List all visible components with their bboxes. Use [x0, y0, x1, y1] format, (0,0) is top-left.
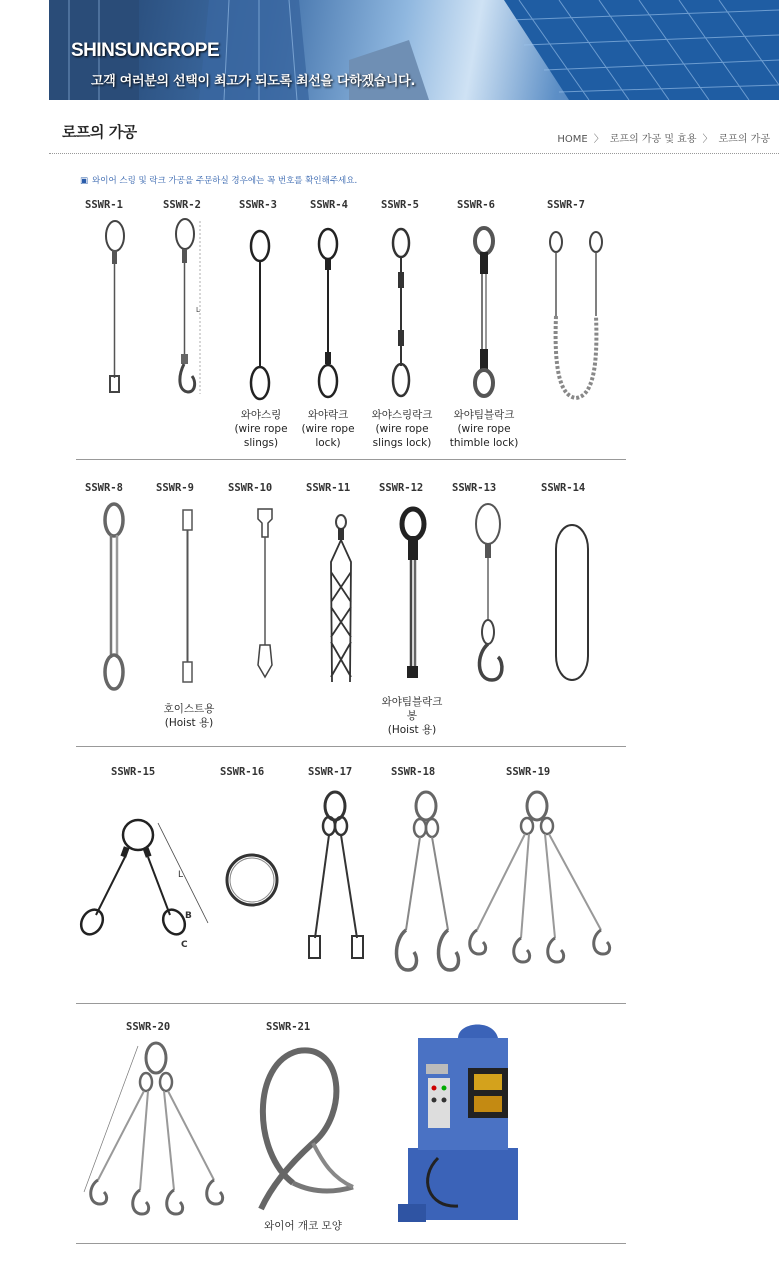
row-divider	[76, 746, 626, 747]
sswr-4-image	[309, 226, 349, 401]
sswr-8-image	[94, 500, 134, 695]
caption-line: 와야스링	[240, 409, 282, 421]
code-sswr-18: SSWR-18	[391, 766, 436, 778]
code-sswr-20: SSWR-20	[126, 1021, 171, 1033]
header-banner	[49, 0, 779, 100]
caption-line: 와야락크	[307, 409, 349, 421]
code-sswr-10: SSWR-10	[228, 482, 273, 494]
caption-line: thimble lock)	[449, 437, 519, 449]
caption-sswr-4	[296, 408, 360, 450]
order-notice	[80, 174, 357, 186]
breadcrumb-sep: 〉	[702, 134, 713, 145]
sswr-7-image	[539, 226, 614, 406]
sswr-18-image	[388, 790, 468, 975]
banner-slogan: 고객 여러분의 선택이 최고가 되도록 최선을 다하겠습니다.	[91, 74, 416, 89]
sswr-19-image	[463, 790, 623, 970]
row-divider	[76, 459, 626, 460]
caption-line: (Hoist 용)	[387, 724, 437, 736]
code-sswr-14: SSWR-14	[541, 482, 586, 494]
code-sswr-13: SSWR-13	[452, 482, 497, 494]
breadcrumb	[554, 130, 773, 145]
sswr-15-image	[78, 815, 218, 955]
code-sswr-3: SSWR-3	[239, 199, 277, 211]
sswr-20-image	[78, 1040, 238, 1220]
caption-sswr-3	[229, 408, 293, 450]
caption-sswr-12	[372, 695, 452, 737]
caption-line: slings lock)	[372, 437, 432, 449]
caption-sswr-9	[151, 702, 227, 730]
sswr-1-image	[95, 218, 135, 398]
caption-sswr-6	[444, 408, 524, 450]
sswr-11-image	[326, 512, 356, 692]
code-sswr-7: SSWR-7	[547, 199, 585, 211]
row-divider	[76, 1003, 626, 1004]
caption-line: (wire rope	[375, 423, 429, 435]
code-sswr-4: SSWR-4	[310, 199, 348, 211]
breadcrumb-current: 로프의 가공	[718, 134, 770, 145]
order-notice-text: 와이어 스링 및 락크 가공을 주문하실 경우에는 꼭 번호를 확인해주세요.	[92, 176, 358, 186]
bullet-icon: ▣	[80, 176, 89, 186]
brand-name: SHINSUNGROPE	[71, 40, 220, 61]
c-label: C	[181, 940, 188, 950]
b-label: B	[185, 911, 192, 921]
caption-line: (wire rope	[301, 423, 355, 435]
caption-line: 와야팀블락크	[453, 409, 515, 421]
breadcrumb-sep: 〉	[593, 134, 604, 145]
sswr-12-image	[393, 506, 433, 686]
title-divider	[49, 153, 779, 154]
code-sswr-8: SSWR-8	[85, 482, 123, 494]
sswr-17-image	[303, 790, 373, 965]
caption-sswr-5	[362, 408, 442, 450]
sswr-16-image	[224, 852, 284, 912]
crimping-machine-image	[398, 1018, 528, 1228]
caption-line: (Hoist 용)	[164, 717, 214, 729]
caption-line: slings)	[243, 437, 279, 449]
code-sswr-2: SSWR-2	[163, 199, 201, 211]
sswr-13-image	[470, 502, 520, 687]
caption-line: 와이어 개코 모양	[264, 1220, 342, 1232]
code-sswr-15: SSWR-15	[111, 766, 156, 778]
code-sswr-16: SSWR-16	[220, 766, 265, 778]
sswr-10-image	[250, 505, 280, 685]
caption-line: 와야팀블락크	[381, 696, 443, 708]
caption-line: 와야스링락크	[371, 409, 433, 421]
code-sswr-21: SSWR-21	[266, 1021, 311, 1033]
code-sswr-1: SSWR-1	[85, 199, 123, 211]
sswr-21-image	[253, 1043, 363, 1213]
sswr-2-image	[168, 216, 228, 401]
code-sswr-17: SSWR-17	[308, 766, 353, 778]
code-sswr-19: SSWR-19	[506, 766, 551, 778]
sswr-3-image	[241, 228, 281, 403]
breadcrumb-processing-usage[interactable]: 로프의 가공 및 효용	[609, 134, 697, 145]
caption-line: 호이스트용	[163, 703, 215, 715]
row-divider	[76, 1243, 626, 1244]
code-sswr-6: SSWR-6	[457, 199, 495, 211]
code-sswr-11: SSWR-11	[306, 482, 351, 494]
page-title: 로프의 가공	[62, 123, 137, 141]
code-sswr-9: SSWR-9	[156, 482, 194, 494]
code-sswr-5: SSWR-5	[381, 199, 419, 211]
sswr-14-image	[553, 522, 593, 687]
caption-line: (wire rope	[457, 423, 511, 435]
caption-line: (wire rope	[234, 423, 288, 435]
length-label: L	[196, 306, 200, 314]
length-label: L	[178, 870, 184, 880]
breadcrumb-home[interactable]: HOME	[557, 134, 588, 145]
caption-line: 봉	[406, 710, 418, 722]
caption-sswr-21	[244, 1219, 362, 1233]
code-sswr-12: SSWR-12	[379, 482, 424, 494]
sswr-5-image	[382, 226, 422, 401]
sswr-9-image	[173, 508, 203, 688]
caption-line: lock)	[315, 437, 341, 449]
sswr-6-image	[464, 225, 504, 405]
